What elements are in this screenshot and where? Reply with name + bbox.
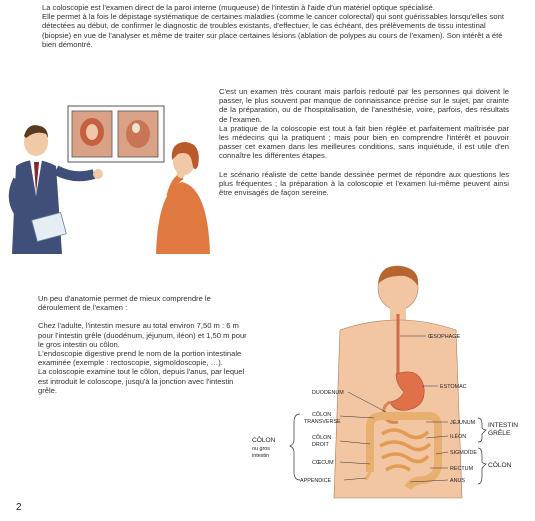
label-appendice: APPENDICE xyxy=(300,478,332,484)
label-oesophage: ŒSOPHAGE xyxy=(428,334,461,340)
label-ileon: ILÉON xyxy=(450,434,467,440)
label-rectum: RECTUM xyxy=(450,466,474,472)
label-colon-right: CÔLON xyxy=(488,462,512,469)
explanation-paragraph-3: Le scénario réaliste de cette bande dessinée permet de répondre aux questions les plus fréquentes ; la préparation à la coloscopie et l'examen lui-même peuvent ainsi être envisagés de façon sereine. xyxy=(219,169,509,198)
page-number: 2 xyxy=(16,502,22,513)
label-jejunum: JÉJUNUM xyxy=(450,420,476,426)
label-intestin-grele-1: INTESTIN xyxy=(488,422,519,429)
label-colon-gros-1: CÔLON xyxy=(252,437,276,444)
explanation-paragraph-1: C'est un examen très courant mais parfois redouté par les personnes qui doivent le passer, le plus souvent par manque de connaissance précise sur le sujet, par crainte de la préparation, ou de l'hospitalisation, de l'anesthésie, voire, parfois, des résultats de l'examen. xyxy=(219,87,509,124)
intro-text xyxy=(42,3,514,49)
doctor-patient-illustration xyxy=(6,104,216,274)
label-estomac: ESTOMAC xyxy=(440,384,467,390)
explanation-paragraph-2: La pratique de la coloscopie est tout à fait bien réglée et parfaitement maîtrisée par les médecins qui la pratiquent ; mais pour bien en comprendre l'intérêt et pouvoir passer cet examen dans les meilleures conditions, sans inquiétude, il est utile d'en connaître les différentes étapes. xyxy=(219,123,509,161)
anatomy-paragraph-3: L'endoscopie digestive prend le nom de la portion intestinale examinée (exemple : rectoscopie, sigmoïdoscopie, …). xyxy=(38,349,242,368)
digestive-system-diagram xyxy=(252,266,534,498)
label-colon-gros-3: intestin xyxy=(252,453,270,459)
label-colon-droit-1: CÔLON xyxy=(312,435,332,441)
anatomy-paragraph-1: Un peu d'anatomie permet de mieux comprendre le déroulement de l'examen : xyxy=(38,294,211,313)
label-colon-gros-2: ou gros xyxy=(252,446,270,452)
label-sigmoide: SIGMOÏDE xyxy=(450,450,477,456)
label-colon-transverse-2: TRANSVERSE xyxy=(304,419,341,425)
intro-paragraph-1: La coloscopie est l'examen direct de la paroi interne (muqueuse) de l'intestin à l'aide d'un matériel optique spécialisé. xyxy=(42,3,435,12)
anatomy-text xyxy=(38,294,248,395)
intro-paragraph-2: Elle permet à la fois le dépistage systématique de certaines maladies (comme le cancer colorectal) qui sont guérissables lorsqu'elles sont détectées au début, de confirmer le diagnostic de troubles existants, d'effectuer, le cas échéant, des prélèvements de tissu intestinal (biopsie) en vue de l'analyser et même de traiter sur place certaines lésions (ablation de polypes au cours de l'examen). Son intérêt a été bien démontré. xyxy=(42,12,504,49)
label-colon-droit-2: DROIT xyxy=(312,442,329,448)
label-caecum: CŒCUM xyxy=(312,460,334,466)
label-intestin-grele-2: GRÊLE xyxy=(488,430,511,437)
label-anus: ANUS xyxy=(450,478,465,484)
label-colon-transverse-1: CÔLON xyxy=(312,412,332,418)
label-duodenum: DUODÉNUM xyxy=(312,390,344,396)
anatomy-paragraph-4: La coloscopie examine tout le côlon, depuis l'anus, par lequel est introduit le coloscope, jusqu'à la jonction avec l'intestin grêle. xyxy=(38,367,245,395)
explanation-text xyxy=(219,87,509,197)
anatomy-paragraph-2: Chez l'adulte, l'intestin mesure au total environ 7,50 m : 6 m pour l'intestin grêle (duodénum, jéjunum, iléon) et 1,50 m pour le gros intestin ou côlon. xyxy=(38,321,247,349)
